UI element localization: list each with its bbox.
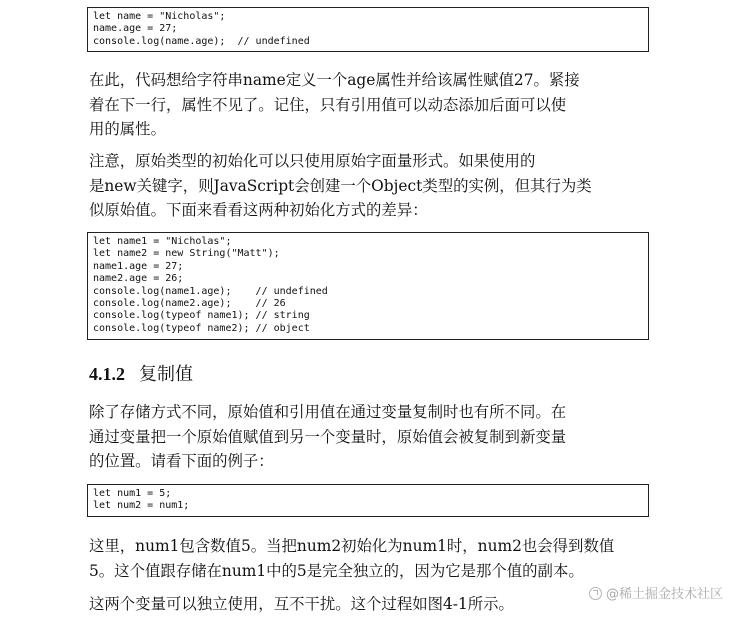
code-line: console.log(typeof name2); // object (93, 322, 310, 334)
code-block-2 (87, 232, 649, 340)
paragraph-1 (89, 68, 659, 142)
code-line: let name2 = new String("Matt"); (93, 248, 280, 260)
paragraph-4 (89, 534, 659, 583)
code-line: let num1 = 5; (93, 488, 172, 499)
paragraph-line: 的位置。请看下面的例子： (89, 452, 274, 470)
paragraph-line: 5。这个值跟存储在num1中的5是完全独立的，因为它是那个值的副本。 (89, 561, 584, 580)
paragraph-5 (89, 592, 659, 617)
code-block-1 (87, 7, 649, 52)
code-line: console.log(name.age); // undefined (93, 35, 310, 47)
code-line: console.log(typeof name1); // string (93, 310, 310, 322)
section-number: 4.1.2 (89, 364, 125, 384)
section-heading (89, 361, 193, 388)
paragraph-line: 这里，num1包含数值5。当把num2初始化为num1时，num2也会得到数值 (89, 537, 615, 555)
code-line: let num2 = num1; (93, 500, 190, 512)
paragraph-3 (89, 400, 659, 474)
paragraph-line: 是new关键字，则JavaScript会创建一个Object类型的实例，但其行为类 (89, 176, 592, 195)
paragraph-line: 注意，原始类型的初始化可以只使用原始字面量形式。如果使用的 (89, 152, 536, 170)
code-line: name1.age = 27; (93, 260, 184, 272)
code-line: console.log(name1.age); // undefined (93, 285, 328, 297)
paragraph-line: 在此，代码想给字符串name定义一个age属性并给该属性赋值27。紧接 (89, 71, 580, 89)
paragraph-line: 着在下一行，属性不见了。记住，只有引用值可以动态添加后面可以使 (89, 95, 567, 114)
code-line: console.log(name2.age); // 26 (93, 298, 286, 310)
watermark-text: @稀土掘金技术社区 (605, 587, 723, 602)
paragraph-line: 通过变量把一个原始值赋值到另一个变量时，原始值会被复制到新变量 (89, 427, 567, 446)
paragraph-line: 这两个变量可以独立使用，互不干扰。这个过程如图4-1所示。 (89, 595, 514, 613)
paragraph-line: 用的属性。 (89, 120, 166, 138)
paragraph-2 (89, 149, 659, 223)
code-line: name2.age = 26; (93, 273, 184, 285)
juejin-logo-icon (589, 587, 602, 600)
code-block-3 (87, 484, 649, 517)
section-title: 复制值 (139, 364, 193, 385)
code-line: name.age = 27; (93, 23, 178, 35)
paragraph-line: 似原始值。下面来看看这两种初始化方式的差异： (89, 201, 428, 219)
paragraph-line: 除了存储方式不同，原始值和引用值在通过变量复制时也有所不同。在 (89, 403, 567, 421)
code-line: let name1 = "Nicholas"; (93, 236, 232, 247)
watermark (589, 583, 723, 602)
code-line: let name = "Nicholas"; (93, 11, 226, 22)
